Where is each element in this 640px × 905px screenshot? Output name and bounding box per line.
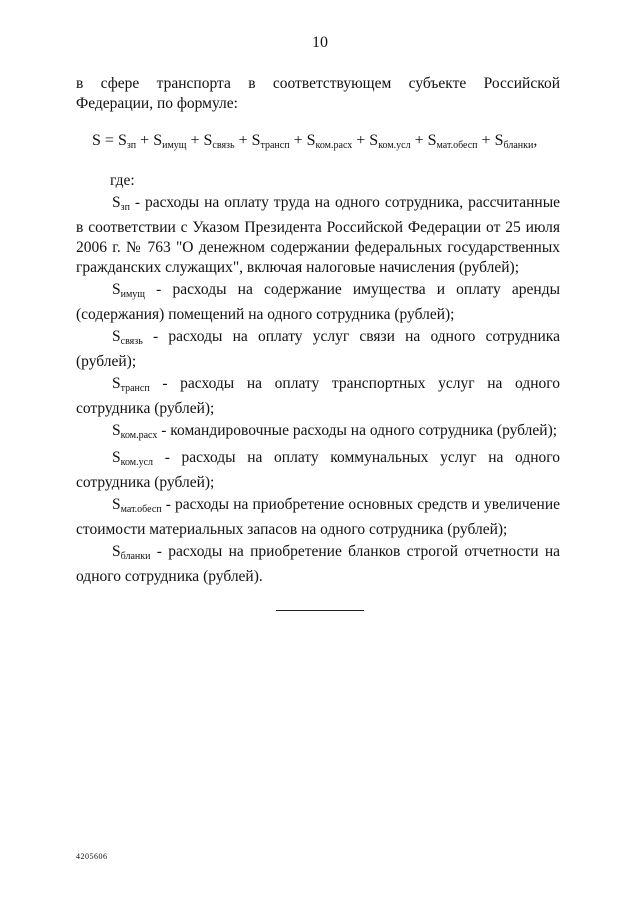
formula-term-subscript: бланки (503, 140, 534, 151)
definition-text: - расходы на приобретение основных средств и увеличение стоимости материальных запасов на одного сотрудника (рублей); (76, 496, 560, 538)
definition-symbol: $S_{зп}$ (112, 194, 130, 213)
formula-term-subscript: имущ (162, 140, 187, 151)
definition-item (76, 542, 560, 587)
definition-subscript: мат.обесп (120, 504, 162, 515)
formula-plus: + (289, 132, 307, 149)
definition-text: - расходы на оплату транспортных услуг на одного сотрудника (рублей); (76, 375, 560, 417)
definition-symbol: $S_{связь}$ (112, 328, 143, 347)
definition-subscript: связь (120, 336, 143, 347)
definition-item (76, 374, 560, 419)
definition-symbol: $S_{ком.усл}$ (112, 449, 154, 468)
formula-plus: + (477, 132, 495, 149)
formula-term-subscript: связь (212, 140, 235, 151)
formula-terms (118, 132, 537, 149)
formula-term: $S_{мат.обесп}$ (427, 132, 478, 151)
formula-term-subscript: зп (126, 140, 137, 151)
formula-term: $S_{зп}$ (117, 132, 137, 151)
definition-item (76, 280, 560, 325)
formula-term-subscript: трансп (260, 140, 290, 151)
formula-term-subscript: мат.обесп (436, 140, 478, 151)
formula-plus: + (410, 132, 428, 149)
formula-term: $S_{трансп}$ (251, 132, 290, 151)
where-label: где: (110, 172, 135, 189)
definition-symbol: $S_{ком.расх}$ (112, 422, 158, 441)
definition-text: - расходы на оплату услуг связи на одного сотрудника (рублей); (76, 328, 560, 370)
definition-item (76, 193, 560, 278)
definition-text: - командировочные расходы на одного сотрудника (рублей); (157, 422, 558, 439)
definition-subscript: зп (120, 202, 130, 213)
formula-end: , (533, 132, 538, 149)
definition-symbol: $S_{мат.обесп}$ (112, 496, 162, 515)
definition-item (76, 327, 560, 372)
definition-text: - расходы на оплату коммунальных услуг на одного сотрудника (рублей); (76, 449, 560, 491)
formula-term-subscript: ком.расх (315, 140, 353, 151)
cost-formula (92, 132, 562, 151)
formula-equals: = (100, 132, 118, 149)
definition-item (76, 495, 560, 540)
formula-term: $S_{ком.усл}$ (369, 132, 411, 151)
formula-plus: + (186, 132, 204, 149)
definition-subscript: трансп (120, 383, 150, 394)
document-code: 4205606 (76, 852, 108, 861)
definition-item (76, 421, 560, 446)
formula-plus: + (234, 132, 252, 149)
definition-item (76, 448, 560, 493)
formula-term: $S_{связь}$ (203, 132, 235, 151)
formula-term: $S_{бланки}$ (494, 132, 534, 151)
formula-lhs: S (92, 132, 101, 149)
formula-term-subscript: ком.усл (378, 140, 411, 151)
definition-subscript: бланки (120, 551, 151, 562)
formula-plus: + (352, 132, 370, 149)
definition-text: - расходы на содержание имущества и оплату аренды (содержания) помещений на одного сотрудника (рублей); (76, 281, 560, 323)
end-divider (276, 610, 364, 611)
definition-symbol: $S_{имущ}$ (112, 281, 146, 300)
definition-symbol: $S_{трансп}$ (112, 375, 150, 394)
formula-term: $S_{ком.расх}$ (306, 132, 353, 151)
definition-text: - расходы на приобретение бланков строгой отчетности на одного сотрудника (рублей). (76, 543, 560, 585)
definition-subscript: ком.усл (120, 457, 154, 468)
formula-plus: + (136, 132, 154, 149)
page-number: 10 (312, 34, 328, 51)
definitions-list (76, 193, 560, 589)
definition-subscript: имущ (120, 289, 146, 300)
definition-subscript: ком.расх (120, 430, 158, 441)
formula-term: $S_{имущ}$ (153, 132, 187, 151)
definition-symbol: $S_{бланки}$ (112, 543, 151, 562)
intro-paragraph: в сфере транспорта в соответствующем субъекте Российской Федерации, по формуле: (76, 75, 560, 112)
definition-text: - расходы на оплату труда на одного сотрудника, рассчитанные в соответствии с Указом Президента Российской Федерации от 25 июля 2006 г. № 763 "О денежном содержании федеральных государственных гражданских служащих", включая налоговые начисления (рублей); (76, 194, 560, 276)
